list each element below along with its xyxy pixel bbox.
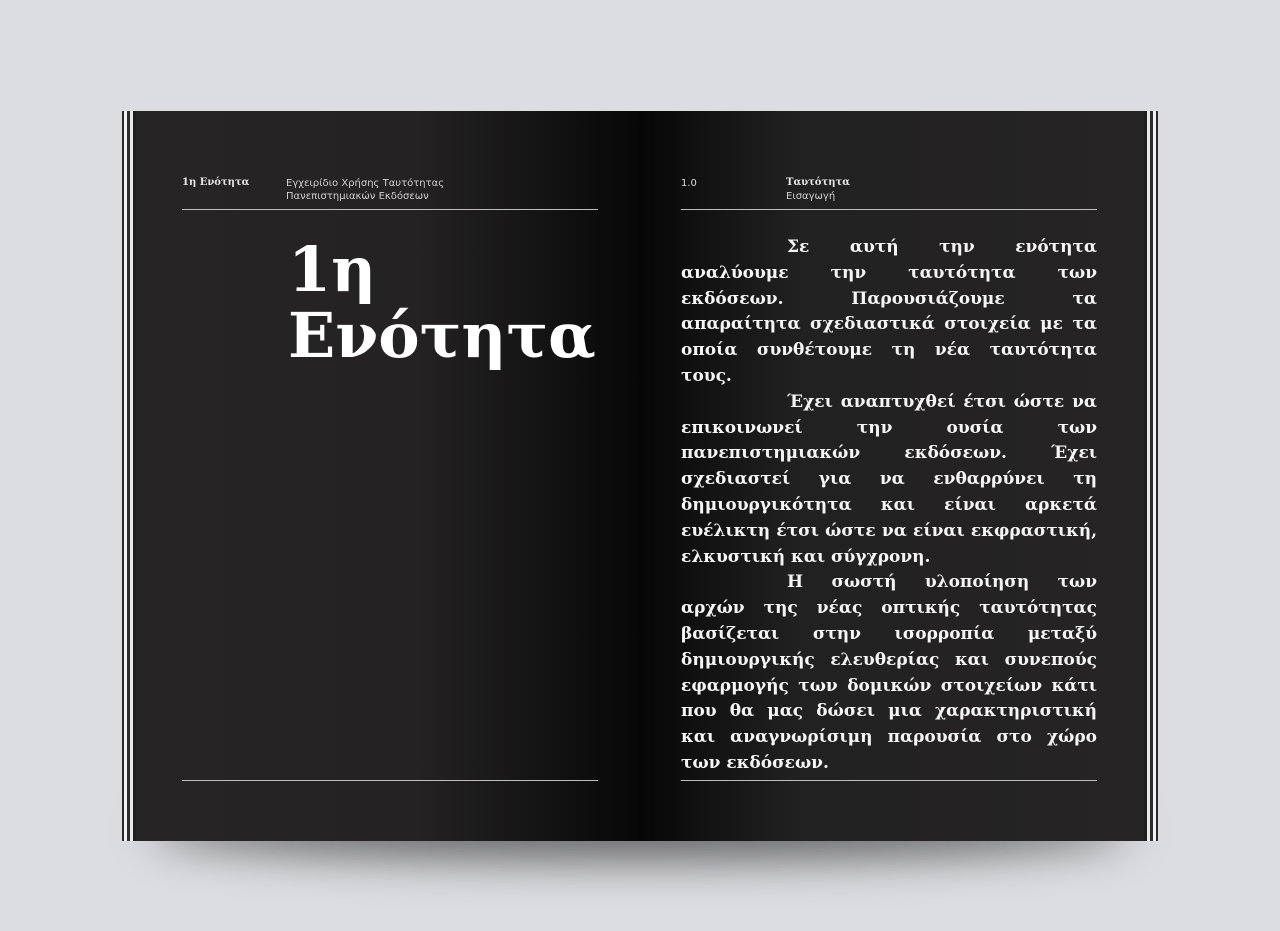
left-page (136, 111, 640, 841)
header-rule (182, 209, 598, 210)
paragraph: Σε αυτή την ενότητα αναλύουμε την ταυτότητα των εκδόσεων. Παρουσιάζουμε τα απαραίτητα σχεδιαστικά στοιχεία με τα οποία συνθέτουμε τη νέα ταυτότητα τους. (681, 237, 1097, 386)
footer-rule (182, 780, 598, 781)
running-head-title-line1: Εγχειρίδιο Χρήσης Ταυτότητας (286, 178, 445, 189)
book-left-edge (122, 111, 136, 841)
open-book (122, 111, 1158, 841)
right-page (640, 111, 1144, 841)
section-title-line1: 1η (288, 233, 377, 306)
section-heading: Ταυτότητα (786, 177, 850, 188)
section-subheading: Εισαγωγή (786, 191, 836, 202)
running-head-title-line2: Πανεπιστημιακών Εκδόσεων (286, 191, 429, 202)
paragraph: Η σωστή υλοποίηση των αρχών της νέας οπτικής ταυτότητας βασίζεται στην ισορροπία μεταξύ δημιουργικής ελευθερίας και συνεπούς εφαρμογής των δομικών στοιχείων κάτι που θα μας δώσει μια χαρακτηριστική και αναγνωρίσιμη παρουσία στο χώρο των εκδόσεων. (681, 572, 1097, 773)
section-title-line2: Ενότητα (288, 299, 596, 372)
section-number: 1.0 (681, 178, 697, 189)
paragraph: Έχει αναπτυχθεί έτσι ώστε να επικοινωνεί την ουσία των πανεπιστημιακών εκδόσεων. Έχει σχεδιαστεί για να ενθαρρύνει τη δημιουργικότητα και είναι αρκετά ευέλικτη έτσι ώστε να είναι εκφραστική, ελκυστική και σύγχρονη. (681, 391, 1097, 567)
footer-rule (681, 780, 1097, 781)
book-right-edge (1144, 111, 1158, 841)
header-rule (681, 209, 1097, 210)
body-text (681, 235, 1097, 777)
running-head-label: 1η Ενότητα (182, 177, 250, 188)
section-title (288, 233, 596, 372)
